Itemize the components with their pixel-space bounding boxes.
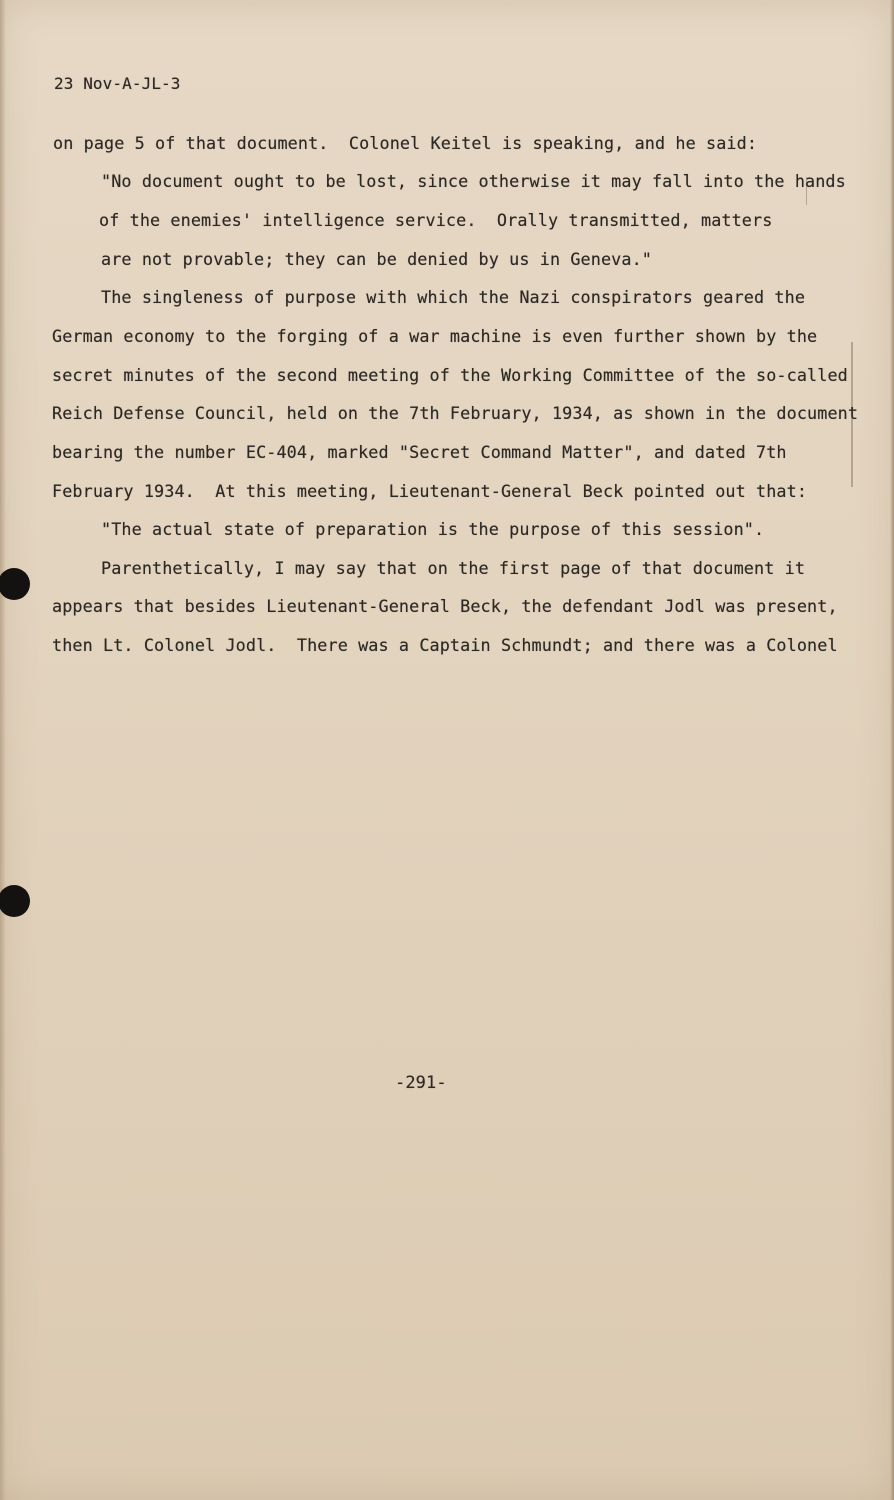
text-line-10: February 1934. At this meeting, Lieutenant-General Beck pointed out that: [52, 481, 808, 501]
text-line-12: Parenthetically, I may say that on the first page of that document it [101, 558, 806, 578]
page-header: 23 Nov-A-JL-3 [54, 74, 181, 93]
page-edge-right [890, 0, 894, 1500]
text-line-14: then Lt. Colonel Jodl. There was a Captain Schmundt; and there was a Colonel [52, 635, 838, 655]
text-line-3: of the enemies' intelligence service. Orally transmitted, matters [99, 210, 773, 230]
text-line-6: German economy to the forging of a war machine is even further shown by the [52, 326, 818, 346]
text-line-8: Reich Defense Council, held on the 7th February, 1934, as shown in the document [52, 403, 859, 423]
text-line-13: appears that besides Lieutenant-General Beck, the defendant Jodl was present, [52, 596, 838, 616]
text-line-7: secret minutes of the second meeting of the Working Committee of the so-called [52, 365, 848, 385]
text-line-9: bearing the number EC-404, marked "Secret Command Matter", and dated 7th [52, 442, 787, 462]
text-line-4: are not provable; they can be denied by us in Geneva." [101, 249, 652, 269]
text-line-2: "No document ought to be lost, since otherwise it may fall into the hands [101, 171, 846, 191]
punch-hole-lower [0, 885, 30, 917]
text-line-1: on page 5 of that document. Colonel Keitel is speaking, and he said: [53, 133, 758, 153]
page-edge-left [0, 0, 6, 1500]
text-line-5: The singleness of purpose with which the Nazi conspirators geared the [101, 287, 806, 307]
punch-hole-upper [0, 568, 30, 600]
page-number: -291- [395, 1073, 447, 1093]
text-line-11: "The actual state of preparation is the purpose of this session". [101, 519, 765, 539]
